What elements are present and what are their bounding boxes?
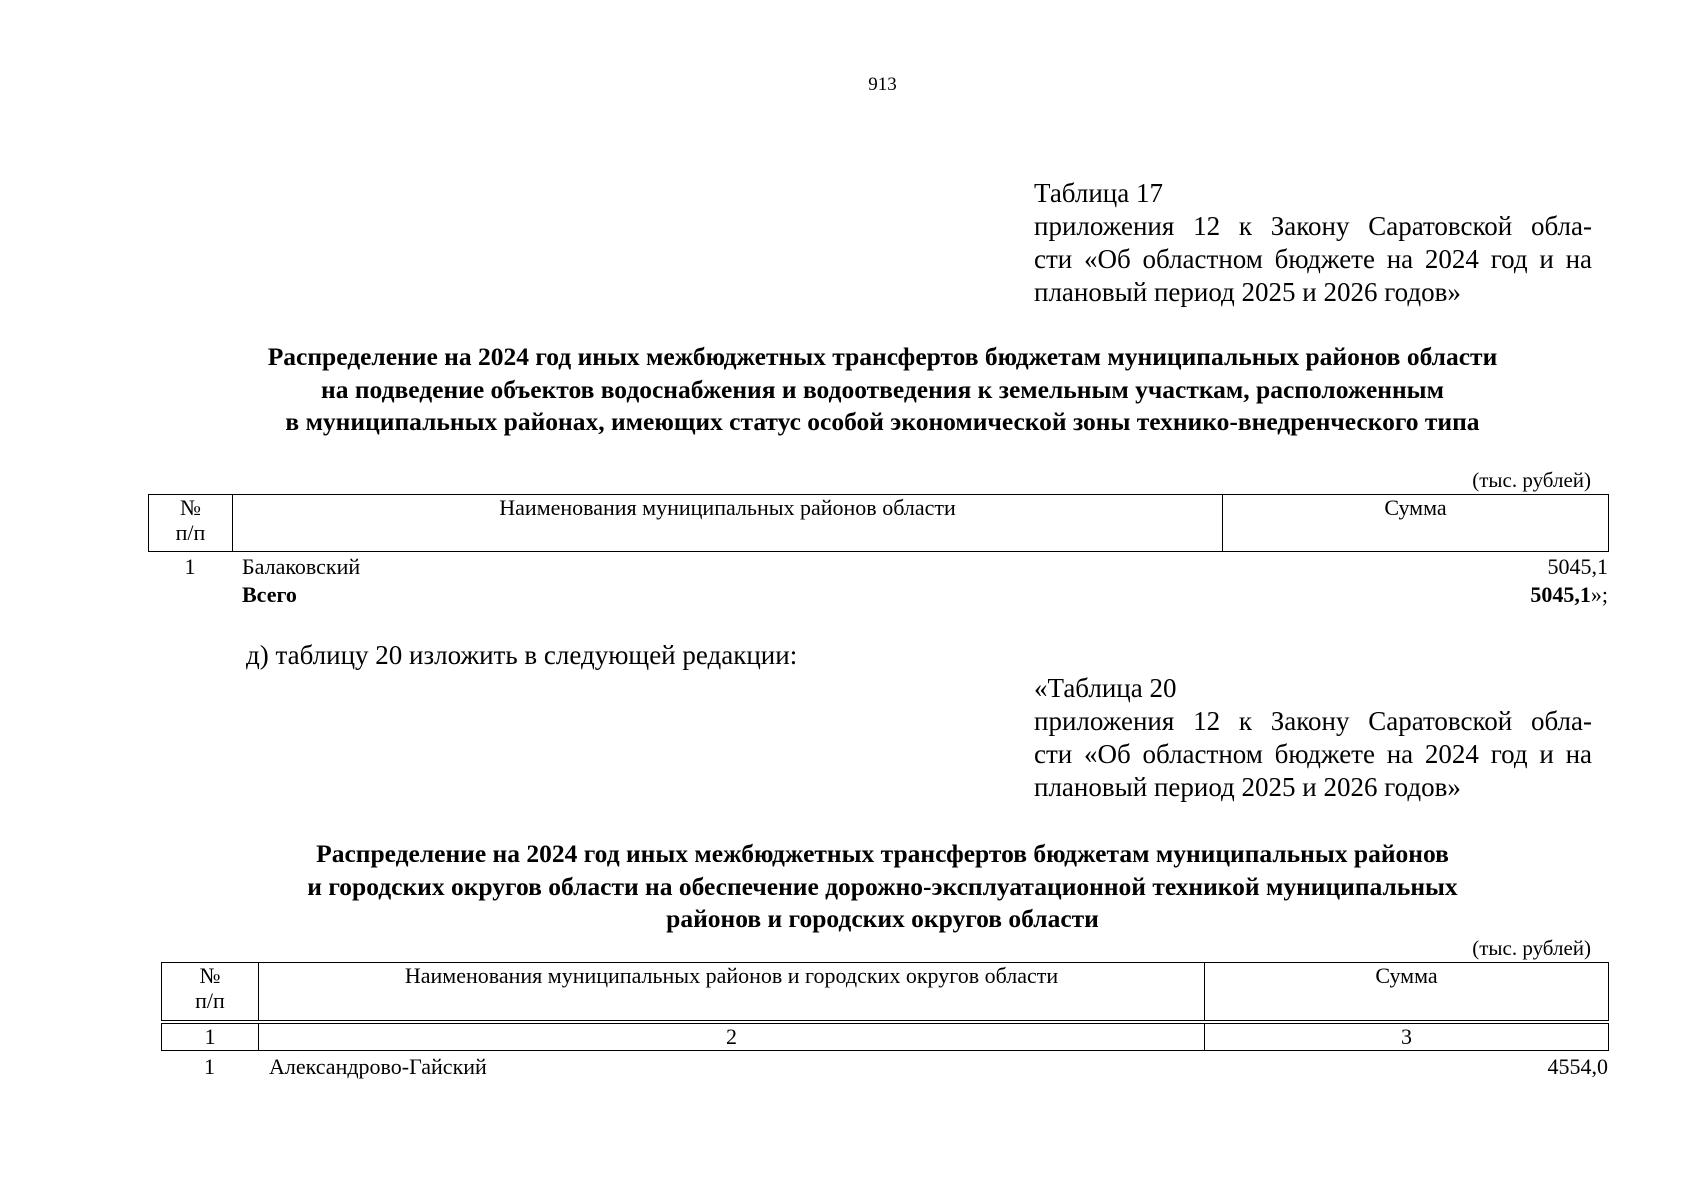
table20-header-sum: Сумма [1205,963,1609,1021]
table17-caption-line2: приложения 12 к Закону Саратовской обла- [1034,211,1592,241]
amendment-instruction: д) таблицу 20 изложить в следующей редакции: [246,640,798,670]
table20-caption-line3: сти «Об областном бюджете на 2024 год и на [1034,739,1592,769]
table20-column-numbers [161,1023,1609,1051]
table20-row [161,1053,1608,1081]
table20-header-num-abbr: п/п [195,988,225,1013]
table20-caption-title: «Таблица 20 [1034,673,1177,703]
table17-header-num-symbol: № [180,495,201,520]
table17-total-label: Всего [242,582,297,607]
table17-row-num: 1 [184,554,196,579]
table17-units: (тыс. рублей) [1472,468,1591,492]
table17-header-name: Наименования муниципальных районов области [233,495,1223,552]
table17-row-sum: 5045,1 [1547,554,1608,579]
table20-header-name: Наименования муниципальных районов и городских округов области [259,963,1205,1021]
table20-header-num-symbol: № [199,963,221,988]
table17-caption-title: Таблица 17 [1034,178,1163,208]
table17-title-line2: на подведение объектов водоснабжения и водоотведения к земельным участкам, расположенным [321,374,1444,404]
table17-title-line3: в муниципальных районах, имеющих статус особой экономической зоны технико-внедренческого типа [285,407,1480,436]
page-number: 913 [868,74,897,95]
table20-caption-line2: приложения 12 к Закону Саратовской обла- [1034,706,1592,736]
table17-title-line1: Распределение на 2024 год иных межбюджетных трансфертов бюджетам муниципальных районов области [267,342,1498,371]
table17-header-num-abbr: п/п [175,520,206,545]
table20-title [150,838,1615,936]
table17-caption [1034,177,1592,309]
table20-row-num: 1 [204,1054,215,1079]
table20-colnum-1: 1 [162,1024,259,1051]
table17-total-row [148,581,1608,609]
table20-title-line1: Распределение на 2024 год иных межбюджетных трансфертов бюджетам муниципальных районов [316,839,1449,868]
table20-header-num [162,963,259,1021]
table17-caption-line3: сти «Об областном бюджете на 2024 год и на [1034,244,1592,274]
table20-header [161,962,1609,1021]
table20-caption-line4: плановый период 2025 и 2026 годов» [1034,772,1461,802]
table17-title [150,341,1615,439]
table17-total-suffix: »; [1590,582,1608,607]
table20-title-line2: и городских округов области на обеспечение дорожно-эксплуатационной техникой муниципальных [307,871,1458,901]
table17-header-num [149,495,233,552]
table20-row-sum: 4554,0 [1547,1054,1608,1079]
table20-caption [1034,672,1592,804]
table20-title-line3: районов и городских округов области [666,904,1099,933]
table17-header-sum: Сумма [1223,495,1609,552]
table20-colnum-2: 2 [259,1024,1205,1051]
table17-caption-line4: плановый период 2025 и 2026 годов» [1034,277,1461,307]
table20-row-name: Александрово-Гайский [269,1054,487,1079]
table17-header [148,494,1609,552]
table17-total-sum: 5045,1 [1530,582,1591,607]
table20-colnum-3: 3 [1205,1024,1609,1051]
table17-row [148,553,1608,581]
table20-units: (тыс. рублей) [1472,936,1591,960]
table17-row-name: Балаковский [242,554,361,579]
